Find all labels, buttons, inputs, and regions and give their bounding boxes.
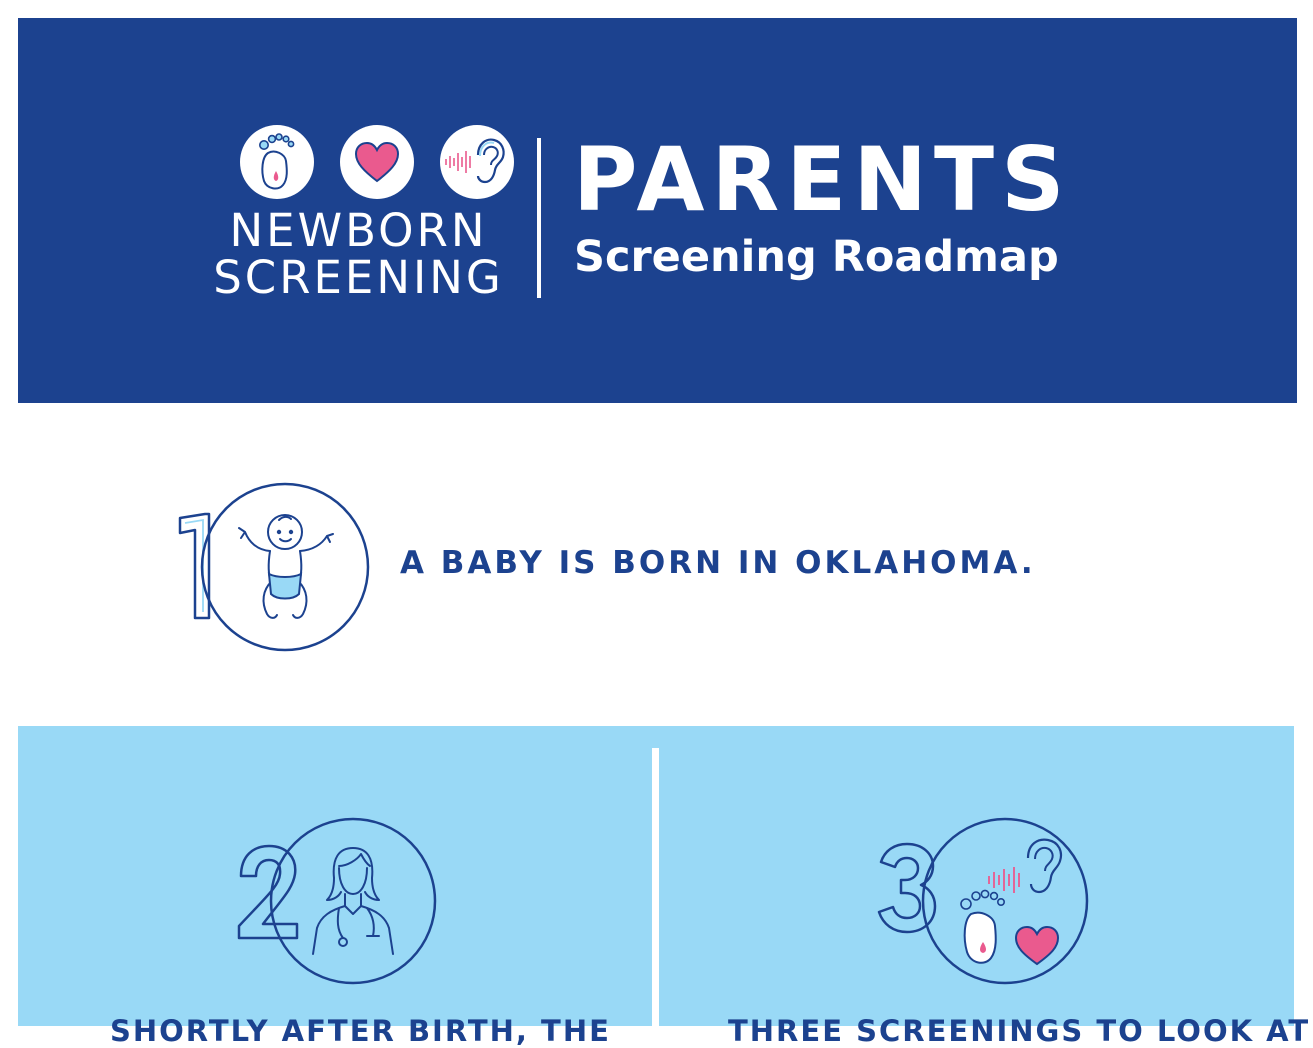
page-title: PARENTS [573, 128, 1072, 231]
panel-divider [652, 748, 659, 1048]
step-1-number-and-baby-icon [175, 478, 375, 658]
step-1-graphic [175, 478, 375, 658]
logo-text-line1: NEWBORN [229, 204, 488, 257]
logo-text-line2: SCREENING [213, 251, 504, 304]
step-2-text: SHORTLY AFTER BIRTH, THE [110, 1014, 611, 1048]
steps-panel [18, 726, 1311, 1048]
heart-icon [340, 125, 414, 199]
page-subtitle: Screening Roadmap [574, 232, 1059, 282]
step-2-number-and-doctor-icon [233, 816, 443, 996]
step-3-text: THREE SCREENINGS TO LOOK AT [728, 1014, 1311, 1048]
header-banner [18, 18, 1297, 403]
header-divider [537, 138, 541, 298]
step-3-graphic [873, 814, 1098, 994]
footprint-icon [240, 125, 314, 199]
newborn-screening-logo-icons [223, 125, 513, 215]
step-1-text: A BABY IS BORN IN OKLAHOMA. [400, 545, 1036, 581]
step-3-number-and-screenings-icon [873, 814, 1098, 994]
step-2-graphic [233, 816, 443, 996]
ear-icon [440, 125, 514, 199]
